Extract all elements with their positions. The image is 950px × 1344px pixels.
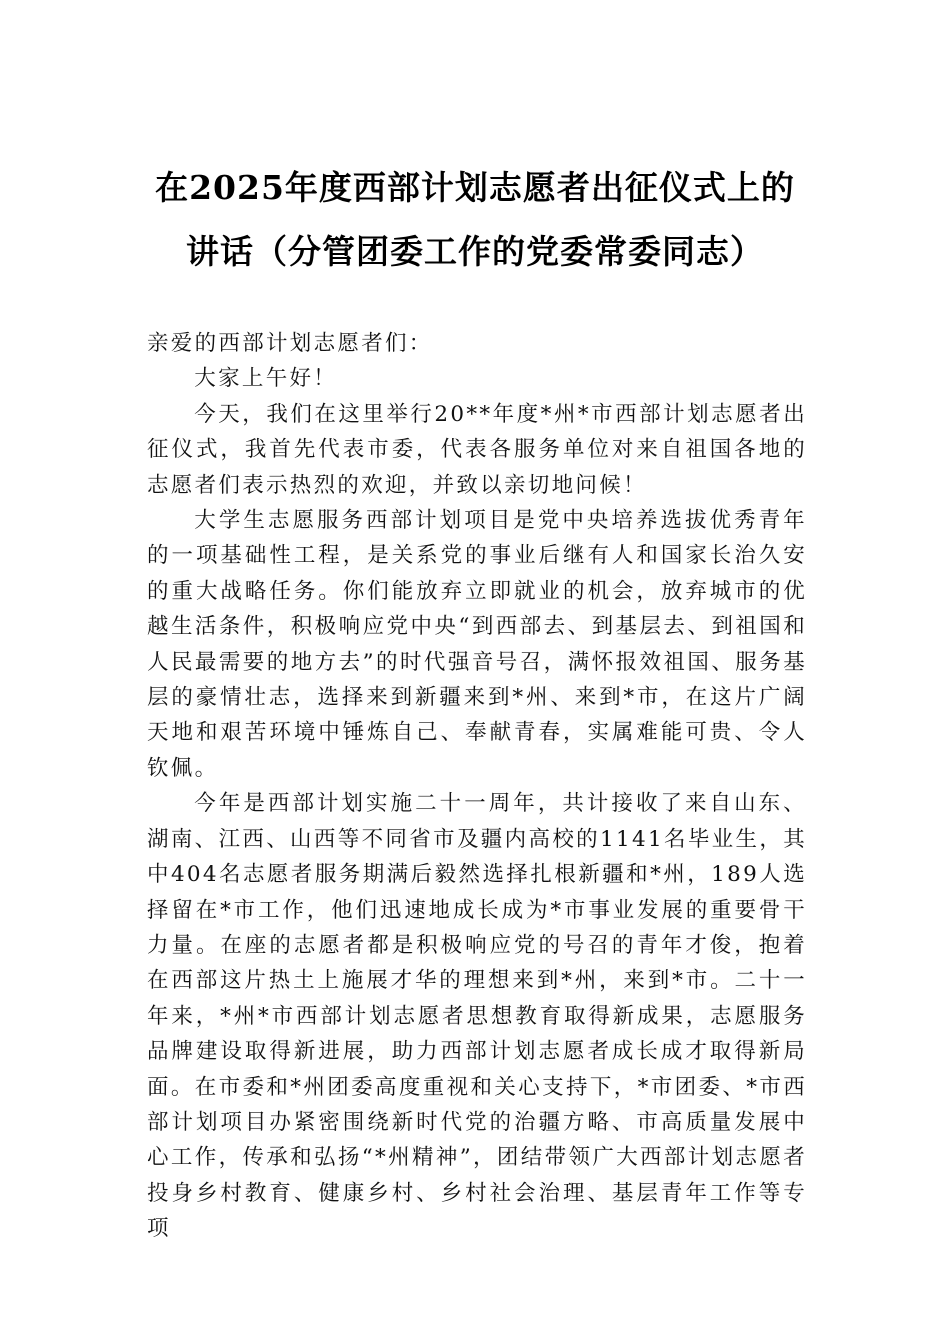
paragraph-program-history: 今年是西部计划实施二十一周年，共计接收了来自山东、湖南、江西、山西等不同省市及疆内高校的1141名毕业生，其中404名志愿者服务期满后毅然选择扎根新疆和*州，189人选择留在*市工作，他们迅速地成长成为*市事业发展的重要骨干力量。在座的志愿者都是积极响应党的号召的青年才俊，抱着在西部这片热土上施展才华的理想来到*州，来到*市。二十一年来，*州*市西部计划志愿者思想教育取得新成果，志愿服务品牌建设取得新进展，助力西部计划志愿者成长成才取得新局面。在市委和*州团委高度重视和关心支持下，*市团委、*市西部计划项目办紧密围绕新时代党的治疆方略、市高质量发展中心工作，传承和弘扬“*州精神”，团结带领广大西部计划志愿者投身乡村教育、健康乡村、乡村社会治理、基层青年工作等专项	[147, 791, 807, 1242]
greeting: 大家上午好！	[194, 366, 338, 392]
salutation: 亲爱的西部计划志愿者们：	[147, 331, 433, 356]
paragraph-opening: 今天，我们在这里举行20**年度*州*市西部计划志愿者出征仪式，我首先代表市委，代表各服务单位对来自祖国各地的志愿者们表示热烈的欢迎，并致以亲切地问候！	[147, 401, 807, 498]
document-title	[120, 156, 830, 284]
document-body	[147, 326, 807, 1247]
title-line-2: 讲话（分管团委工作的党委常委同志）	[186, 232, 764, 271]
title-line-1: 在2025年度西部计划志愿者出征仪式上的	[155, 168, 795, 207]
paragraph-program-significance: 大学生志愿服务西部计划项目是党中央培养选拔优秀青年的一项基础性工程，是关系党的事业后继有人和国家长治久安的重大战略任务。你们能放弃立即就业的机会，放弃城市的优越生活条件，积极响应党中央“到西部去、到基层去、到祖国和人民最需要的地方去”的时代强音号召，满怀报效祖国、服务基层的豪情壮志，选择来到新疆来到*州、来到*市，在这片广阔天地和艰苦环境中锤炼自己、奉献青春，实属难能可贵、令人钦佩。	[147, 508, 807, 781]
